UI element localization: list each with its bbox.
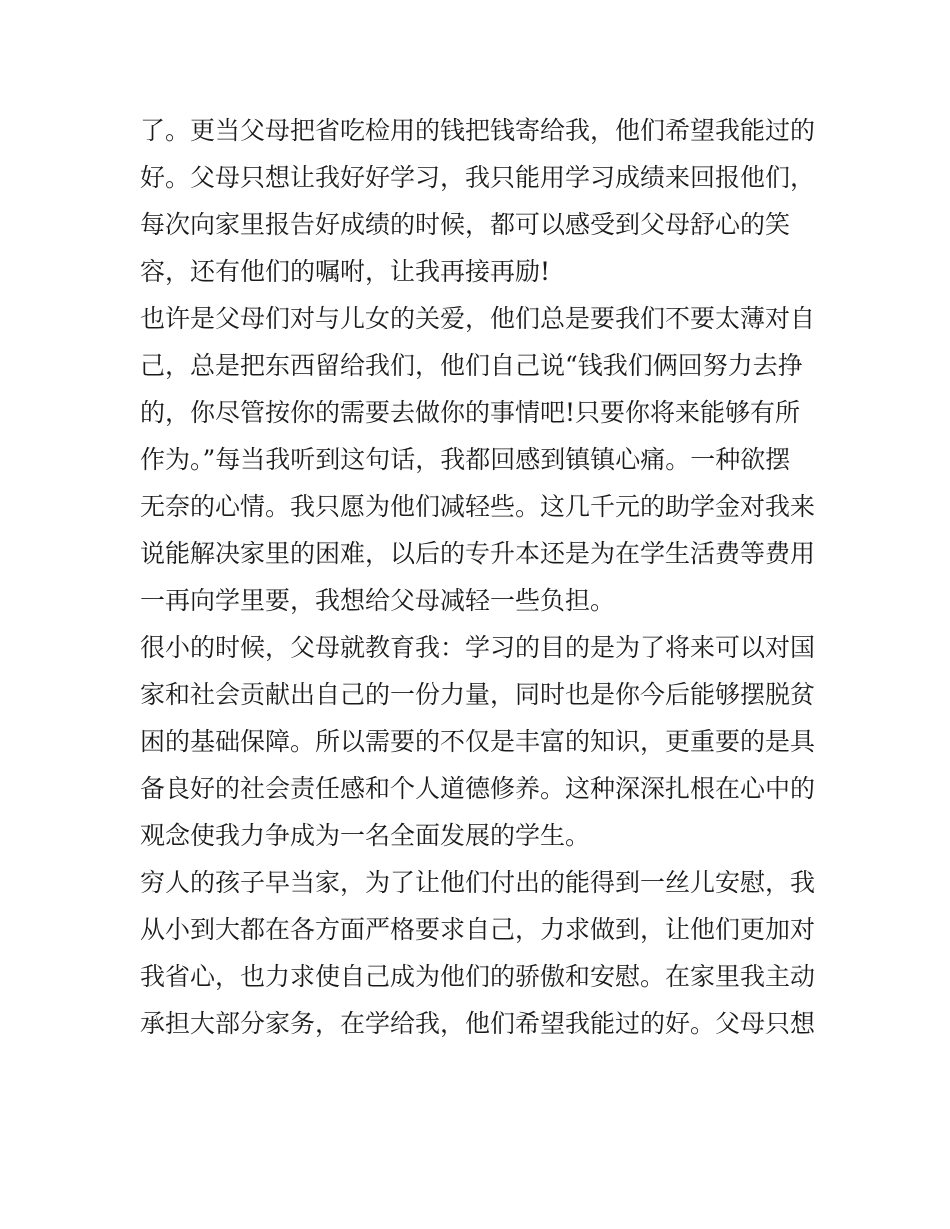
text-line: 无奈的心情。我只愿为他们减轻些。这几千元的助学金对我来: [140, 492, 816, 521]
text-line: 备良好的社会责任感和个人道德修养。这种深深扎根在心中的: [140, 774, 816, 803]
text-line: 家和社会贡献出自己的一份力量，同时也是你今后能够摆脱贫: [140, 680, 816, 709]
text-line: 穷人的孩子早当家，为了让他们付出的能得到一丝儿安慰，我: [140, 868, 816, 897]
text-line: 也许是父母们对与儿女的关爱，他们总是要我们不要太薄对自: [140, 304, 816, 333]
text-line: 我省心，也力求使自己成为他们的骄傲和安慰。在家里我主动: [140, 962, 816, 991]
text-line: 很小的时候，父母就教育我：学习的目的是为了将来可以对国: [140, 633, 816, 662]
text-line: 说能解决家里的困难，以后的专升本还是为在学生活费等费用: [140, 539, 816, 568]
text-line: 作为。”每当我听到这句话，我都回感到镇镇心痛。一种欲摆: [140, 445, 791, 474]
text-line: 了。更当父母把省吃检用的钱把钱寄给我，他们希望我能过的: [140, 116, 816, 145]
text-line: 己，总是把东西留给我们，他们自己说“钱我们俩回努力去挣: [140, 351, 803, 380]
text-line: 观念使我力争成为一名全面发展的学生。: [140, 821, 591, 850]
text-line: 从小到大都在各方面严格要求自己，力求做到，让他们更加对: [140, 915, 816, 944]
text-line: 每次向家里报告好成绩的时候，都可以感受到父母舒心的笑: [140, 210, 791, 239]
text-line: 容，还有他们的嘱咐，让我再接再励!: [140, 257, 551, 286]
text-line: 的，你尽管按你的需要去做你的事情吧!只要你将来能够有所: [140, 398, 801, 427]
body-text: [140, 107, 820, 1047]
text-line: 承担大部分家务，在学给我，他们希望我能过的好。父母只想: [140, 1009, 816, 1038]
text-line: 一再向学里要，我想给父母减轻一些负担。: [140, 586, 616, 615]
text-line: 困的基础保障。所以需要的不仅是丰富的知识，更重要的是具: [140, 727, 816, 756]
text-line: 好。父母只想让我好好学习，我只能用学习成绩来回报他们，: [140, 163, 816, 192]
